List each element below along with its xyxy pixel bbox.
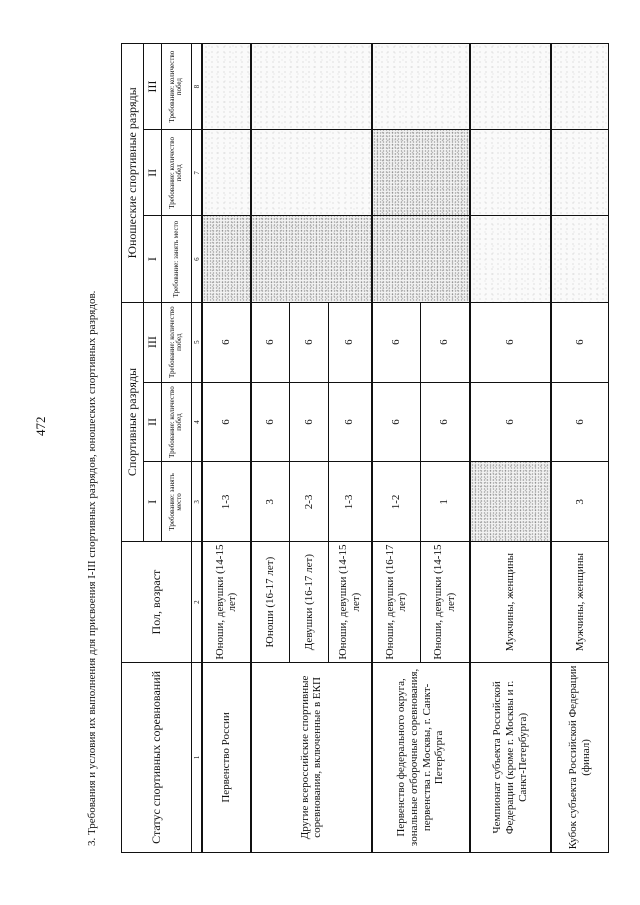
header-sport-rank-I: I — [144, 462, 161, 542]
sport-I-cell: 1-2 — [372, 462, 421, 542]
header-gender-age: Пол, возраст — [122, 542, 192, 662]
table-row — [551, 44, 608, 853]
sport-I-cell: 2-3 — [290, 462, 329, 542]
shaded-cell — [470, 44, 552, 130]
sport-II-cell: 6 — [372, 382, 421, 462]
shaded-cell — [470, 130, 552, 216]
sport-III-cell: 6 — [372, 302, 421, 382]
shaded-cell — [372, 130, 470, 216]
gender-age-cell: Юноши, девушки (14-15 лет) — [421, 542, 470, 662]
req-youth-II: Требование: количество побед — [161, 130, 192, 216]
sport-II-cell: 6 — [421, 382, 470, 462]
sport-I-cell: 3 — [551, 462, 608, 542]
header-youth-rank-I: I — [144, 216, 161, 302]
req-sport-II: Требование: количество побед — [161, 382, 192, 462]
col-number: 4 — [192, 382, 202, 462]
sport-II-cell: 6 — [202, 382, 251, 462]
header-sport-ranks: Спортивные разряды — [122, 302, 144, 542]
sport-III-cell: 6 — [202, 302, 251, 382]
table-row — [470, 44, 552, 853]
sport-I-cell: 1 — [421, 462, 470, 542]
sport-III-cell: 6 — [551, 302, 608, 382]
requirements-table — [121, 43, 609, 853]
col-number: 5 — [192, 302, 202, 382]
header-youth-ranks: Юношеские спортивные разряды — [122, 44, 144, 303]
sport-I-cell: 3 — [251, 462, 290, 542]
shaded-cell — [202, 216, 251, 302]
sport-II-cell: 6 — [251, 382, 290, 462]
status-cell: Другие всероссийские спортивные соревнования, включенные в ЕКП — [251, 662, 372, 852]
req-sport-I: Требование: занять место — [161, 462, 192, 542]
sport-II-cell: 6 — [551, 382, 608, 462]
shaded-cell — [470, 216, 552, 302]
shaded-cell — [251, 130, 372, 216]
shaded-cell — [551, 216, 608, 302]
req-youth-III: Требование: количество побед — [161, 44, 192, 130]
req-sport-III: Требование: количество побед — [161, 302, 192, 382]
header-sport-rank-II: II — [144, 382, 161, 462]
table-row — [372, 44, 421, 853]
sport-I-cell: 1-3 — [202, 462, 251, 542]
req-youth-I: Требование: занять место — [161, 216, 192, 302]
gender-age-cell: Юноши, девушки (14-15 лет) — [202, 542, 251, 662]
header-status: Статус спортивных соревнований — [122, 662, 192, 852]
header-youth-rank-III: III — [144, 44, 161, 130]
requirements-table-rotated — [121, 43, 609, 853]
gender-age-cell: Мужчины, женщины — [551, 542, 608, 662]
sport-I-cell: 1-3 — [329, 462, 372, 542]
shaded-cell — [251, 216, 372, 302]
table-row — [202, 44, 251, 853]
shaded-cell — [251, 44, 372, 130]
page-number: 472 — [33, 416, 48, 436]
shaded-cell — [202, 130, 251, 216]
col-number: 8 — [192, 44, 202, 130]
sport-III-cell: 6 — [251, 302, 290, 382]
shaded-cell — [551, 130, 608, 216]
gender-age-cell: Юноши, девушки (14-15 лет) — [329, 542, 372, 662]
sport-III-cell: 6 — [290, 302, 329, 382]
gender-age-cell: Мужчины, женщины — [470, 542, 552, 662]
shaded-cell — [372, 216, 470, 302]
status-cell: Кубок субъекта Российской Федерации (финал) — [551, 662, 608, 852]
col-number: 7 — [192, 130, 202, 216]
gender-age-cell: Юноши (16-17 лет) — [251, 542, 290, 662]
table-row — [251, 44, 290, 853]
gender-age-cell: Девушки (16-17 лет) — [290, 542, 329, 662]
gender-age-cell: Юноши, девушки (16-17 лет) — [372, 542, 421, 662]
col-number: 6 — [192, 216, 202, 302]
status-cell: Чемпионат субъекта Российской Федерации (кроме г. Москвы и г. Санкт-Петербурга) — [470, 662, 552, 852]
sport-III-cell: 6 — [421, 302, 470, 382]
sport-II-cell: 6 — [329, 382, 372, 462]
sport-III-cell: 6 — [329, 302, 372, 382]
col-number: 2 — [192, 542, 202, 662]
sport-II-cell: 6 — [290, 382, 329, 462]
shaded-cell — [372, 44, 470, 130]
header-sport-rank-III: III — [144, 302, 161, 382]
status-cell: Первенство России — [202, 662, 251, 852]
sport-II-cell: 6 — [470, 382, 552, 462]
section-caption: 3. Требования и условия их выполнения для присвоения I-III спортивных разрядов, юношеских спортивных разрядов. — [86, 290, 98, 846]
header-youth-rank-II: II — [144, 130, 161, 216]
shaded-cell — [202, 44, 251, 130]
shaded-cell — [551, 44, 608, 130]
sport-III-cell: 6 — [470, 302, 552, 382]
col-number: 3 — [192, 462, 202, 542]
col-number: 1 — [192, 662, 202, 852]
shaded-cell — [470, 462, 552, 542]
status-cell: Первенство федерального округа, зональные отборочные соревнования, первенства г. Москвы, г. Санкт-Петербурга — [372, 662, 470, 852]
